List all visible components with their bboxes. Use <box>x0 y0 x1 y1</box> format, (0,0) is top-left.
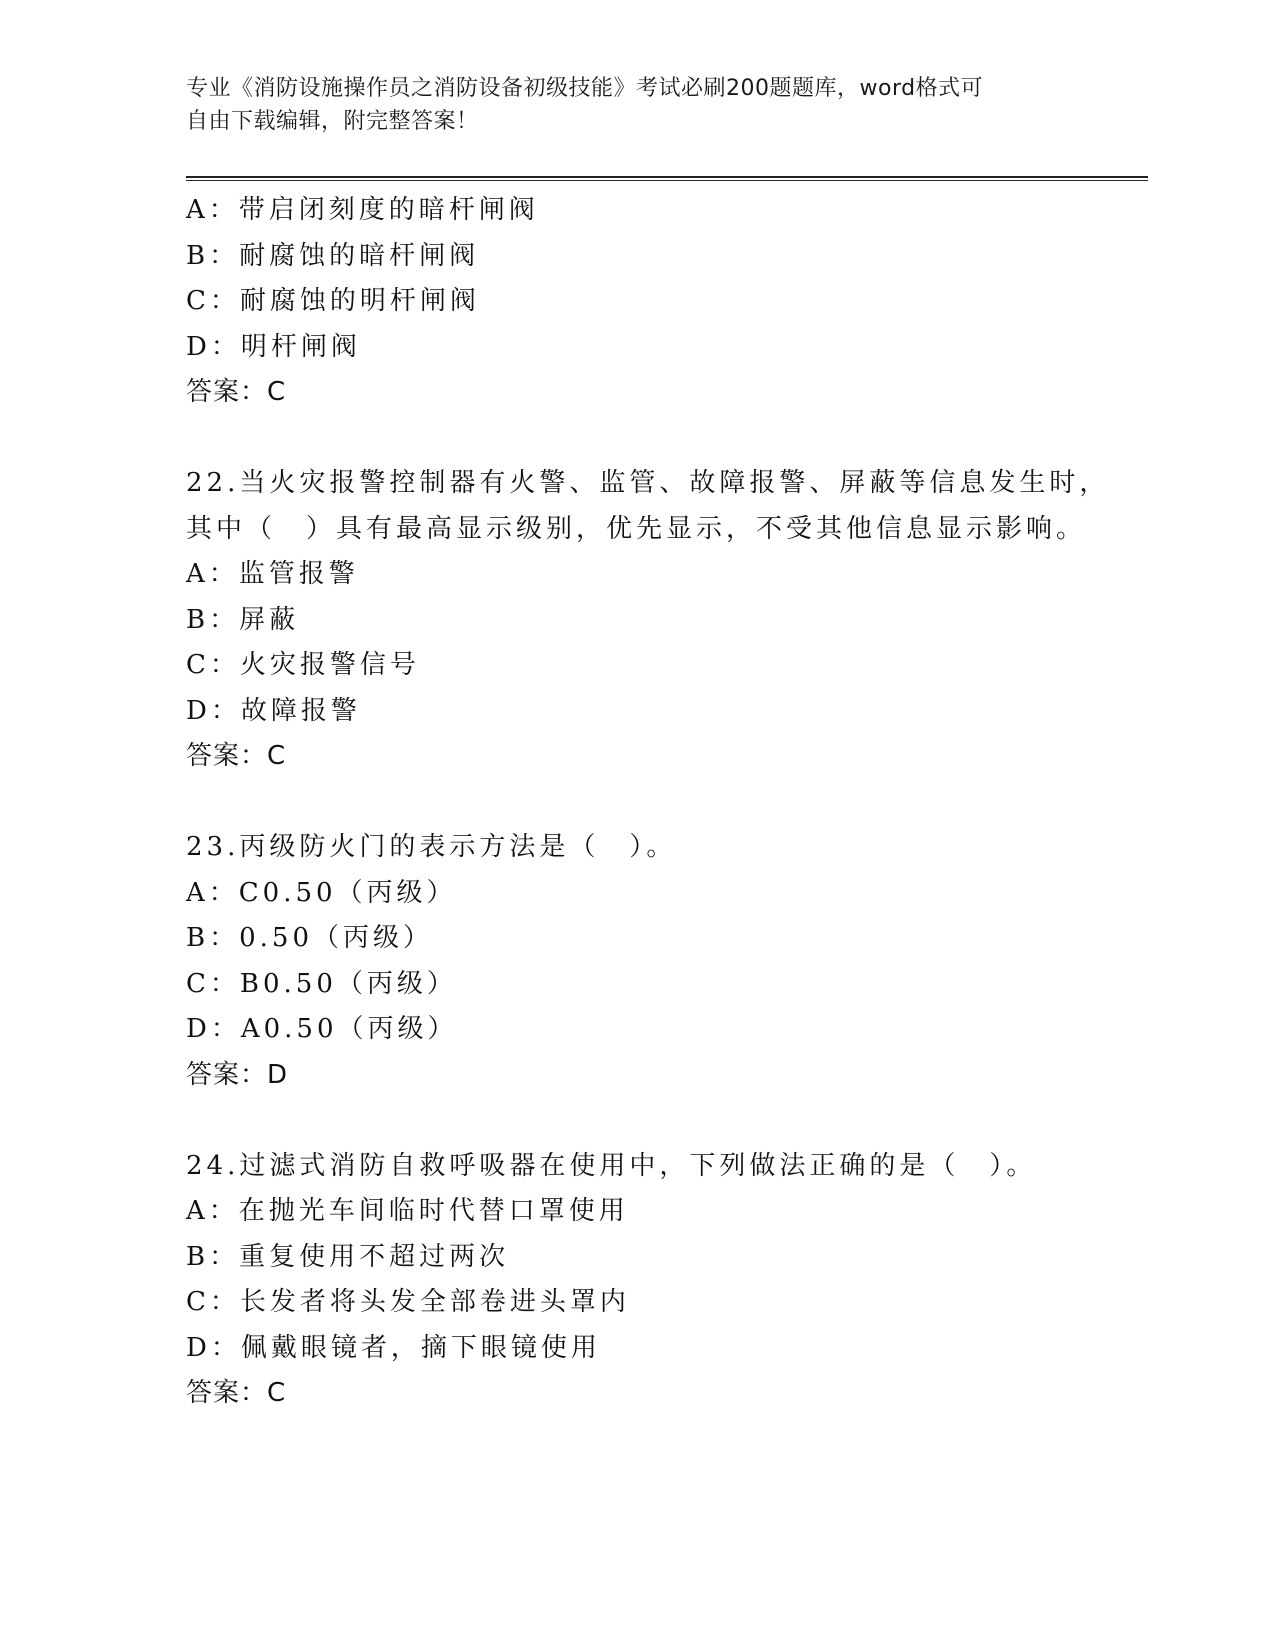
option-d: D：明杆闸阀 <box>186 331 361 362</box>
option-d: D：佩戴眼镜者，摘下眼镜使用 <box>186 1332 601 1363</box>
option-c: C：火灾报警信号 <box>186 650 420 680</box>
option-a: A：在抛光车间临时代替口罩使用 <box>186 1196 629 1226</box>
option-a: A：带启闭刻度的暗杆闸阀 <box>186 195 539 225</box>
question-stem-line-2: 其中（ ）具有最高显示级别，优先显示，不受其他信息显示影响。 <box>186 513 1087 544</box>
header-title-line-2: 自由下载编辑，附完整答案！ <box>186 109 479 134</box>
option-b: B：0.50（丙级） <box>186 923 433 953</box>
answer-line: 答案：C <box>186 377 287 407</box>
header-title-line-1: 专业《消防设施操作员之消防设备初级技能》考试必刷200题题库，word格式可 <box>186 76 984 101</box>
question-24 <box>186 1144 1146 1417</box>
question-23 <box>186 825 1146 1098</box>
option-a: A：监管报警 <box>186 559 359 589</box>
option-d: D：A0.50（丙级） <box>186 1014 458 1044</box>
answer-line: 答案：C <box>186 741 287 771</box>
header-divider <box>186 176 1148 181</box>
question-21 <box>186 188 1146 416</box>
option-a: A：C0.50（丙级） <box>186 877 457 908</box>
question-stem-line-1: 23.丙级防火门的表示方法是（ ）。 <box>186 832 677 862</box>
question-stem-line-1: 24.过滤式消防自救呼吸器在使用中，下列做法正确的是（ ）。 <box>186 1150 1037 1181</box>
option-c: C：耐腐蚀的明杆闸阀 <box>186 286 480 316</box>
question-list <box>186 188 1146 1417</box>
option-b: B：重复使用不超过两次 <box>186 1241 510 1272</box>
document-header <box>186 72 1086 138</box>
question-22 <box>186 461 1146 780</box>
option-c: C：长发者将头发全部卷进头罩内 <box>186 1287 630 1317</box>
spacer <box>186 416 1146 462</box>
option-b: B：耐腐蚀的暗杆闸阀 <box>186 240 480 271</box>
option-d: D：故障报警 <box>186 695 361 726</box>
answer-line: 答案：D <box>186 1059 289 1090</box>
spacer <box>186 1098 1146 1144</box>
answer-line: 答案：C <box>186 1378 287 1408</box>
option-c: C：B0.50（丙级） <box>186 968 457 999</box>
option-b: B：屏蔽 <box>186 604 300 635</box>
spacer <box>186 780 1146 826</box>
question-stem-line-1: 22.当火灾报警控制器有火警、监管、故障报警、屏蔽等信息发生时， <box>186 468 1110 498</box>
